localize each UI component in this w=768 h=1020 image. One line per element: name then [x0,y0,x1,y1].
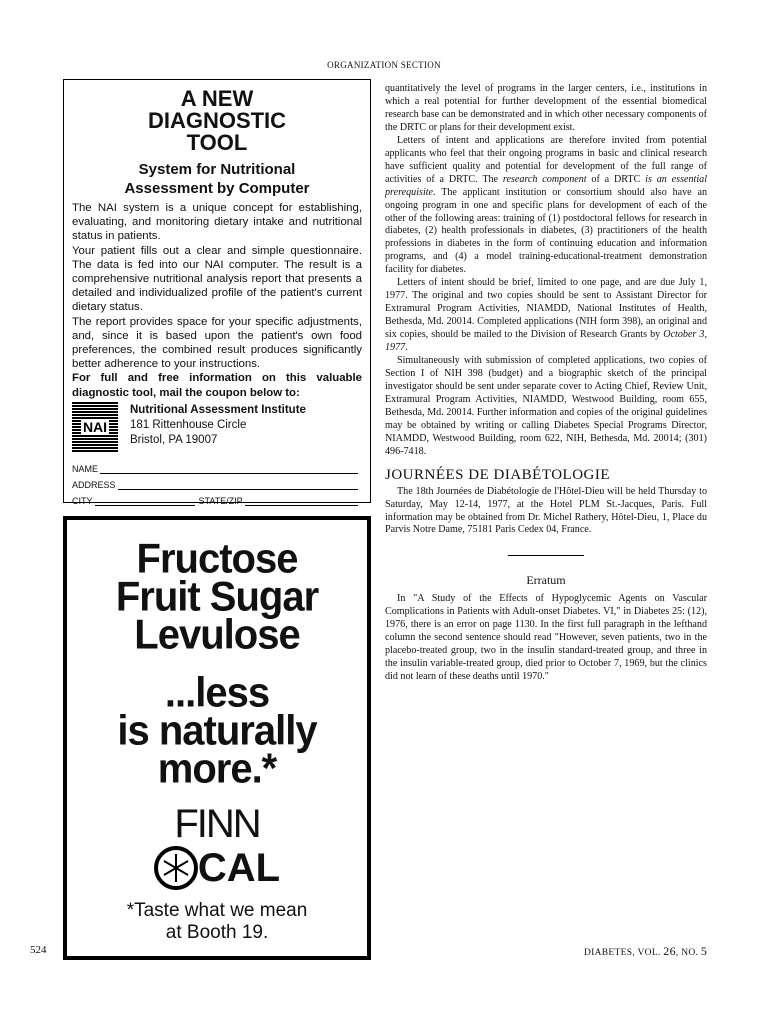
ad-footnote-1: *Taste what we mean [126,900,308,921]
running-head: ORGANIZATION SECTION [327,60,441,70]
coupon-name-label: NAME [72,463,99,474]
ad-body-paragraph: The report provides space for your specific adjustments, and, since it is based upon the patient's own food preferences, the combined result produces significantly better adherence to your instructions. [72,315,362,371]
coupon-name-line[interactable] [72,464,362,474]
finncal-advertisement [63,516,371,960]
paragraph: quantitatively the level of programs in the larger centers, i.e., institutions in which a real potential for further development of the essential biomedical research base can be demonstrated and in which other necessary components of the DRTC or plans for their development exist. [385,83,707,133]
ad-product-line-2: Fruit Sugar [115,573,319,621]
ad-tagline-2: is naturally [117,707,317,755]
paragraph: The 18th Journées de Diabétologie de l'Hôtel-Dieu will be held Thursday to Saturday, May 12-14, 1977, at the Hotel PLM St.-Jacques, Paris. Full information may be obtained from Dr. Michel Rathery, Hôtel-Dieu, 1, Place du Parvis Notre Dame, 75181 Paris Cedex 04, France. [385,485,707,536]
ad-product-line-1: Fructose [136,535,298,583]
coupon-state-label: STATE/ZIP [198,495,243,506]
brand-name-bottom: CAL [197,846,281,890]
ad-call-to-action: For full and free information on this valuable diagnostic tool, mail the coupon below to: [72,372,362,399]
paragraph: Simultaneously with submission of completed applications, two copies of Section I of NIH 398 (budget) and a biographic sketch of the principal investigator should be sent under separate cover to Acting Chief, Review Unit, Extramural Program Activities, NIAMDD, Westwood Building, room 655, Bethesda, Md. 20014. Further information and copies of the original guidelines may be obtained by writing or calling Diabetes Special Programs Director, NIAMDD, Westwood Building, room 622, NIH, Bethesda, Md. 20014; (301) 496-7418. [385,355,707,457]
page-number: 524 [30,944,47,956]
journal-citation: DIABETES, VOL. 26, NO. 5 [584,944,708,958]
company-address-line-2: Bristol, PA 19007 [130,433,218,446]
coupon-address-label: ADDRESS [72,479,116,490]
nai-logo-text: NAI [82,418,108,435]
coupon-city-label: CITY [72,495,93,506]
company-address-line-1: 181 Rittenhouse Circle [130,418,247,431]
ad-tagline-1: ...less [164,669,270,717]
ad-footnote-2: at Booth 19. [165,922,269,943]
ad-headline-3: TOOL [186,130,248,155]
snowflake-logo-icon [154,846,198,890]
section-heading: JOURNÉES DE DIABÉTOLOGIE [385,466,611,483]
nai-advertisement [63,79,371,506]
ad-headline-1: A NEW [180,86,254,111]
ad-body-paragraph: The NAI system is a unique concept for establishing, evaluating, and monitoring dietary intake and nutritional status in patients. [72,202,362,243]
ad-product-line-3: Levulose [134,611,300,659]
ad-headline-2: DIAGNOSTIC [147,108,287,133]
paragraph: Letters of intent should be brief, limited to one page, and are due July 1, 1977. The original and two copies should be sent to Assistant Director for Extramural Program Activities, NIAMDD, National Institutes of Health, Bethesda, Md. 20014. Completed applications (NIH form 398), an original and six copies, should be mailed to the Division of Research Grants by October 3, 1977. [385,277,708,354]
paragraph: Letters of intent and applications are therefore invited from potential applicants who feel that their ongoing programs in basic and clinical research have sufficient quality and potential for development of the full range of activities of a DRTC. The research component of a DRTC is an essential prerequisite. The applicant institution or consortium should also have an ongoing program in one and specific plans for development of each of the other of the following areas: training of (1) postdoctoral fellows for research in diabetes, (2) health professionals in diabetes, (3) practitioners of the health professions in diabetes in the form of continuing education and information programs, and (4) a model training-educational-treatment demonstration facility for diabetes. [385,134,708,276]
ad-subhead-1: System for Nutritional [138,161,296,178]
erratum-heading: Erratum [526,573,566,588]
nai-logo [72,402,118,452]
article-column [385,83,707,684]
ad-tagline-3: more.* [157,745,277,793]
divider [508,555,584,556]
company-name: Nutritional Assessment Institute [130,403,306,416]
brand-name-top: FINN [174,802,260,846]
paragraph: In "A Study of the Effects of Hypoglycemic Agents on Vascular Complications in Patients with Adult-onset Diabetes. VI," in Diabetes 25: (12), 1976, there is an error on page 1130. In the first full paragraph in the lefthand column the second sentence should read "However, seven patients, two in the placebo-treated group, two in the insulin standard-treated group, and three in the insulin variable-treated group, died prior to October 7, 1969, but the clinics did not learn of these deaths until 1970." [385,593,707,683]
coupon-city-line[interactable] [72,496,362,506]
ad-subhead-2: Assessment by Computer [124,180,310,197]
coupon-address-line[interactable] [72,480,362,490]
ad-body-paragraph: Your patient fills out a clear and simple questionnaire. The data is fed into our NAI computer. The result is a comprehensive nutritional analysis report that presents a detailed and individualized profile of the patient's current dietary status. [72,244,362,314]
